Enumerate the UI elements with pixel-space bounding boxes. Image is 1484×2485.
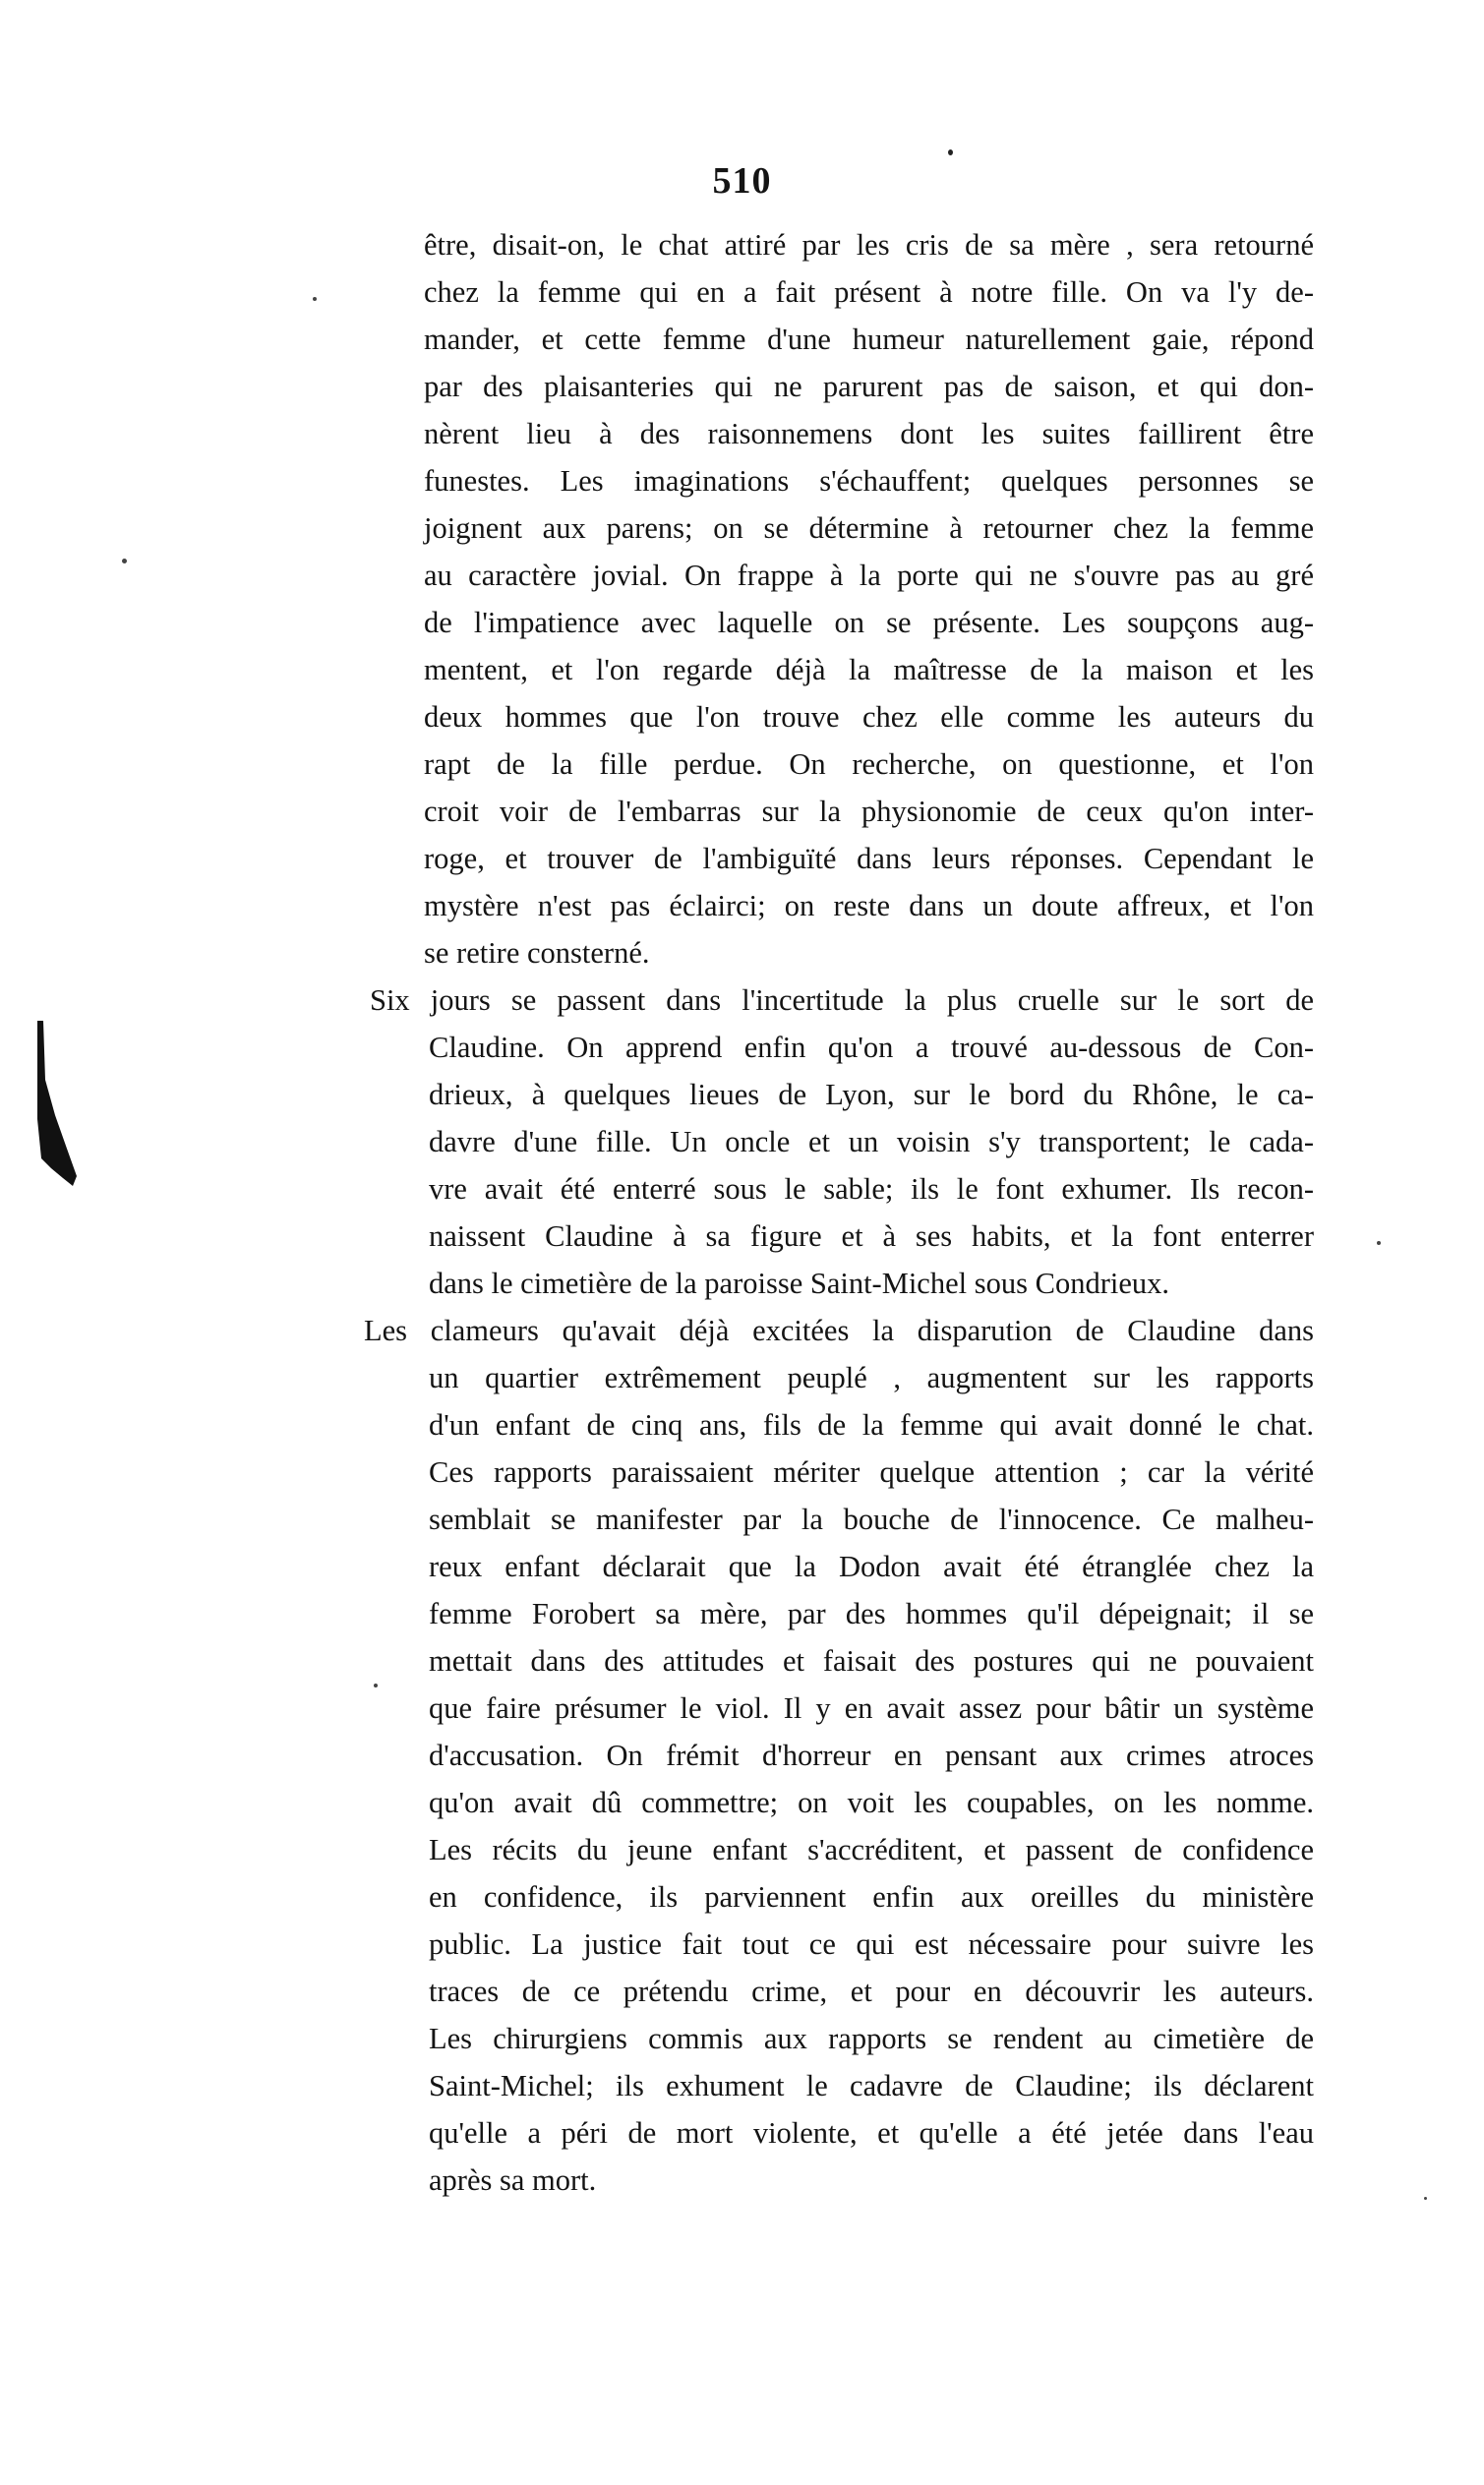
- margin-ink-smudge: [33, 1021, 79, 1186]
- paragraph-3: [364, 1307, 1314, 2204]
- text-line: vre avait été enterré sous le sable; ils le font exhumer. Ils recon-: [429, 1172, 1314, 1206]
- text-line: mystère n'est pas éclairci; on reste dans un doute affreux, et l'on: [424, 889, 1314, 922]
- speck: [1424, 2197, 1427, 2200]
- text-line: mander, et cette femme d'une humeur naturellement gaie, répond: [424, 323, 1314, 356]
- text-line: mettait dans des attitudes et faisait des postures qui ne pouvaient: [429, 1644, 1314, 1678]
- text-line: dans le cimetière de la paroisse Saint-Michel sous Condrieux.: [429, 1267, 1169, 1300]
- text-line: femme Forobert sa mère, par des hommes qu'il dépeignait; il se: [429, 1597, 1314, 1630]
- text-line: chez la femme qui en a fait présent à notre fille. On va l'y de-: [424, 275, 1314, 309]
- text-line: Six jours se passent dans l'incertitude la plus cruelle sur le sort de: [370, 983, 1314, 1017]
- text-line: roge, et trouver de l'ambiguïté dans leurs réponses. Cependant le: [424, 842, 1314, 875]
- text-line: croit voir de l'embarras sur la physionomie de ceux qu'on inter-: [424, 795, 1314, 828]
- text-line: drieux, à quelques lieues de Lyon, sur le bord du Rhône, le ca-: [429, 1078, 1314, 1111]
- text-line: deux hommes que l'on trouve chez elle comme les auteurs du: [424, 700, 1314, 734]
- text-line: funestes. Les imaginations s'échauffent; quelques personnes se: [424, 464, 1314, 498]
- speck: [122, 559, 127, 563]
- text-line: Les chirurgiens commis aux rapports se rendent au cimetière de: [429, 2022, 1314, 2055]
- text-line: un quartier extrêmement peuplé , augmentent sur les rapports: [429, 1361, 1314, 1394]
- body-text: [364, 221, 1314, 2204]
- text-line: en confidence, ils parviennent enfin aux oreilles du ministère: [429, 1880, 1314, 1914]
- text-line: traces de ce prétendu crime, et pour en découvrir les auteurs.: [429, 1975, 1314, 2008]
- text-line: Les récits du jeune enfant s'accréditent, et passent de confidence: [429, 1833, 1314, 1866]
- speck: [1377, 1241, 1381, 1245]
- text-line: Ces rapports paraissaient mériter quelque attention ; car la vérité: [429, 1455, 1314, 1489]
- text-line: public. La justice fait tout ce qui est nécessaire pour suivre les: [429, 1927, 1314, 1961]
- text-line: par des plaisanteries qui ne parurent pas de saison, et qui don-: [424, 370, 1314, 403]
- ink-dot: [948, 149, 953, 155]
- text-line: nèrent lieu à des raisonnemens dont les suites faillirent être: [424, 417, 1314, 450]
- text-line: d'un enfant de cinq ans, fils de la femme qui avait donné le chat.: [429, 1408, 1314, 1442]
- text-line: rapt de la fille perdue. On recherche, on questionne, et l'on: [424, 747, 1314, 781]
- page-number: 510: [712, 160, 772, 202]
- paragraph-1: [370, 221, 1314, 976]
- text-line: au caractère jovial. On frappe à la porte qui ne s'ouvre pas au gré: [424, 559, 1314, 592]
- text-line: semblait se manifester par la bouche de l'innocence. Ce malheu-: [429, 1503, 1314, 1536]
- text-line: Claudine. On apprend enfin qu'on a trouvé au-dessous de Con-: [429, 1031, 1314, 1064]
- text-line: après sa mort.: [429, 2163, 597, 2197]
- text-line: de l'impatience avec laquelle on se présente. Les soupçons aug-: [424, 606, 1314, 639]
- text-line: reux enfant déclarait que la Dodon avait été étranglée chez la: [429, 1550, 1314, 1583]
- speck: [313, 297, 317, 301]
- text-line: mentent, et l'on regarde déjà la maîtresse de la maison et les: [424, 653, 1314, 686]
- paragraph-2: [370, 976, 1314, 1307]
- text-line: Saint-Michel; ils exhument le cadavre de Claudine; ils déclarent: [429, 2069, 1314, 2102]
- text-line: que faire présumer le viol. Il y en avait assez pour bâtir un système: [429, 1691, 1314, 1725]
- text-line: davre d'une fille. Un oncle et un voisin s'y transportent; le cada-: [429, 1125, 1314, 1158]
- text-line: d'accusation. On frémit d'horreur en pensant aux crimes atroces: [429, 1739, 1314, 1772]
- text-line: qu'on avait dû commettre; on voit les coupables, on les nomme.: [429, 1786, 1314, 1819]
- text-line: se retire consterné.: [424, 936, 650, 970]
- text-line: naissent Claudine à sa figure et à ses habits, et la font enterrer: [429, 1219, 1314, 1253]
- text-line: Les clameurs qu'avait déjà excitées la disparution de Claudine dans: [364, 1314, 1314, 1347]
- text-line: joignent aux parens; on se détermine à retourner chez la femme: [424, 511, 1314, 545]
- text-line: qu'elle a péri de mort violente, et qu'elle a été jetée dans l'eau: [429, 2116, 1314, 2150]
- text-line: être, disait-on, le chat attiré par les cris de sa mère , sera retourné: [424, 228, 1314, 262]
